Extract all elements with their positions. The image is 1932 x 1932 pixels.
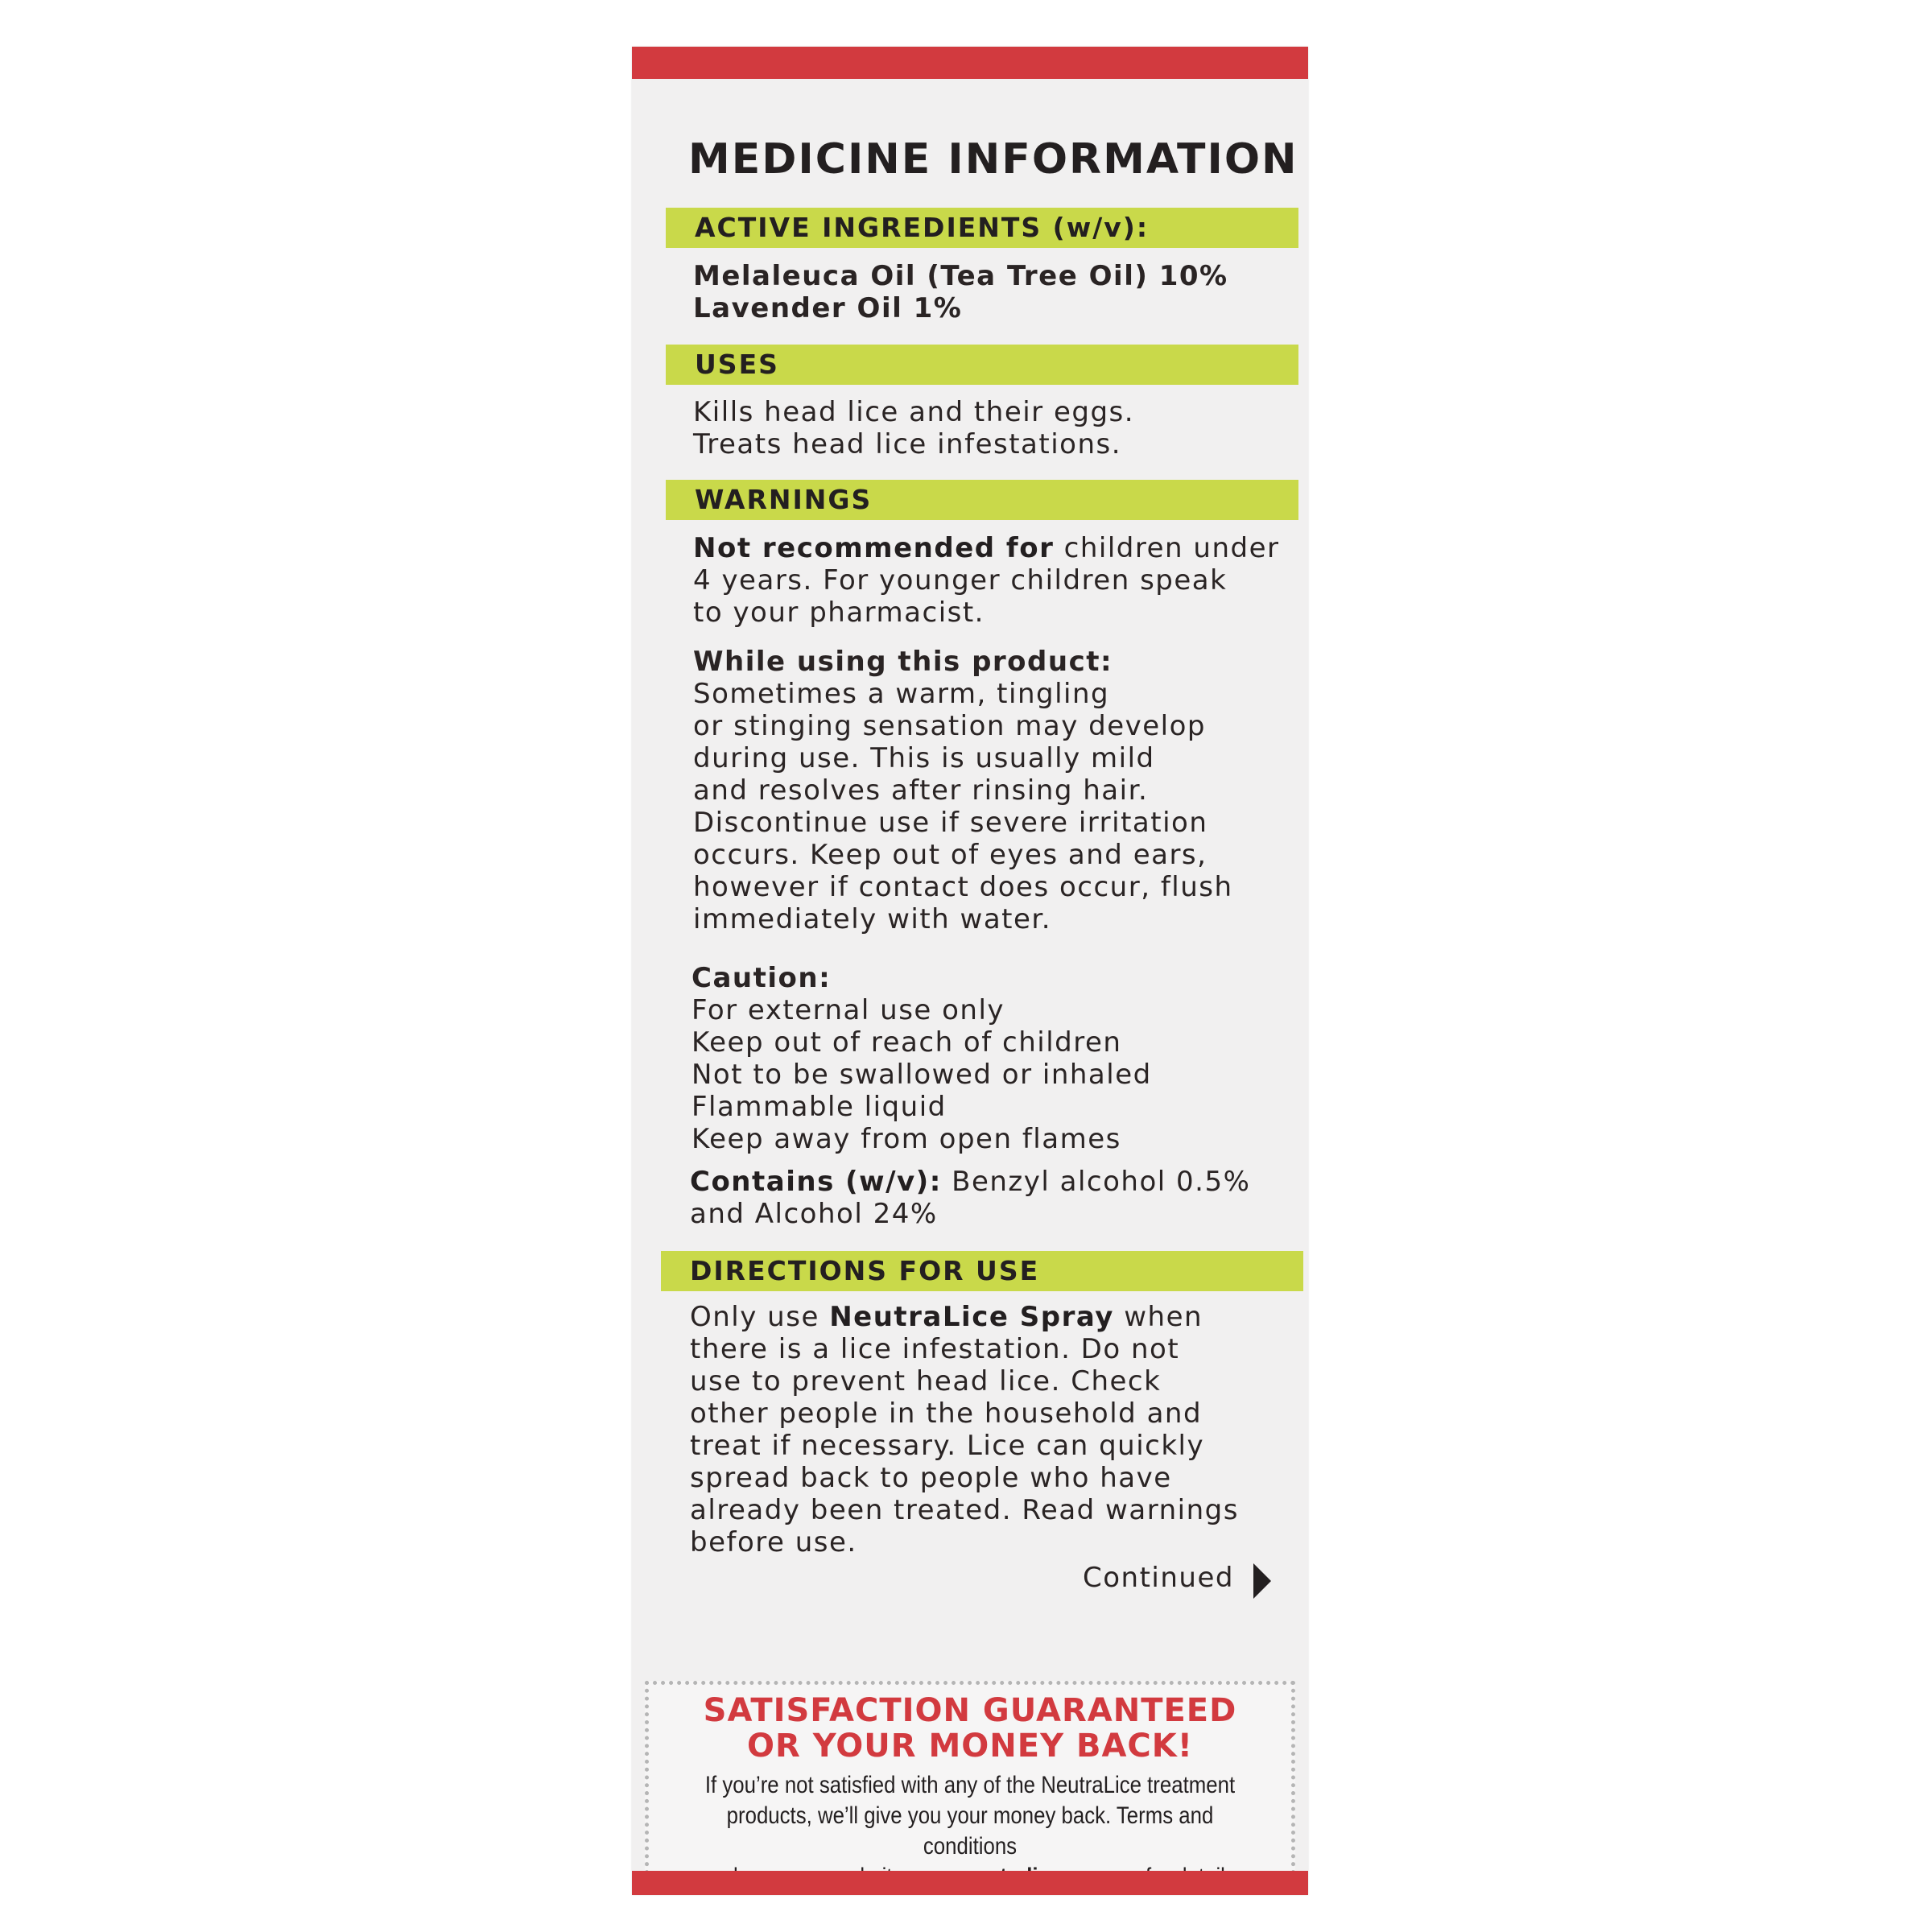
caution-line: Flammable liquid (691, 1091, 947, 1123)
rec-bold: Not recommended for (693, 532, 1055, 564)
uses-text (693, 396, 1134, 460)
rec-line-2: 4 years. For younger children speak (693, 564, 1228, 597)
contains-line-2: and Alcohol 24% (690, 1198, 938, 1230)
page-title: MEDICINE INFORMATION (688, 135, 1298, 184)
active-line-1: Melaleuca Oil (Tea Tree Oil) 10% (693, 260, 1228, 292)
active-ingredients-heading: ACTIVE INGREDIENTS (w/v): (666, 208, 1298, 248)
medicine-info-panel (632, 47, 1308, 1895)
contains-rest: Benzyl alcohol 0.5% (941, 1166, 1251, 1198)
caution-line: Keep away from open flames (691, 1123, 1121, 1155)
directions-line: already been treated. Read warnings (690, 1494, 1239, 1526)
caution-line: Keep out of reach of children (691, 1026, 1122, 1059)
while-line: occurs. Keep out of eyes and ears, (693, 839, 1208, 871)
continued-label: Continued (1083, 1562, 1234, 1594)
while-using-heading: While using this product: (693, 646, 1113, 678)
directions-line: there is a lice infestation. Do not (690, 1333, 1180, 1365)
active-line-2: Lavender Oil 1% (693, 292, 963, 324)
dir-pre: Only use (690, 1301, 830, 1333)
directions-line: spread back to people who have (690, 1462, 1172, 1494)
bottom-red-band (632, 1871, 1308, 1895)
warnings-heading: WARNINGS (666, 480, 1298, 520)
continued-arrow-icon (1253, 1563, 1271, 1599)
rec-line-3: to your pharmacist. (693, 597, 985, 629)
caution-text (691, 962, 1152, 1155)
rec-rest: children under (1054, 532, 1280, 564)
warnings-recommend-text (693, 532, 1279, 629)
while-line: during use. This is usually mild (693, 742, 1155, 774)
top-red-band (632, 47, 1308, 79)
guarantee-body-2: products, we’ll give you your money back. Terms and conditions (726, 1802, 1214, 1860)
directions-line: other people in the household and (690, 1397, 1203, 1430)
directions-heading: DIRECTIONS FOR USE (661, 1251, 1303, 1291)
while-line: immediately with water. (693, 903, 1052, 935)
caution-line: Not to be swallowed or inhaled (691, 1059, 1152, 1091)
guarantee-head-2: OR YOUR MONEY BACK! (746, 1728, 1194, 1765)
guarantee-body-1: If you’re not satisfied with any of the NeutraLice treatment (704, 1772, 1236, 1798)
while-using-text (693, 646, 1233, 935)
contains-bold: Contains (w/v): (690, 1166, 942, 1198)
while-line: and resolves after rinsing hair. (693, 774, 1149, 807)
while-line: or stinging sensation may develop (693, 710, 1207, 742)
guarantee-heading (649, 1693, 1291, 1764)
uses-line-1: Kills head lice and their eggs. (693, 396, 1135, 428)
directions-line: use to prevent head lice. Check (690, 1365, 1162, 1397)
directions-text (690, 1301, 1239, 1558)
uses-heading: USES (666, 345, 1298, 385)
caution-line: For external use only (691, 994, 1005, 1026)
caution-heading: Caution: (691, 962, 832, 994)
guarantee-head-1: SATISFACTION GUARANTEED (703, 1692, 1237, 1729)
while-line: Discontinue use if severe irritation (693, 807, 1208, 839)
product-name: NeutraLice Spray (829, 1301, 1114, 1333)
while-line: Sometimes a warm, tingling (693, 678, 1110, 710)
uses-line-2: Treats head lice infestations. (693, 428, 1122, 460)
contains-text (690, 1166, 1250, 1230)
directions-line: treat if necessary. Lice can quickly (690, 1430, 1205, 1462)
directions-line: before use. (690, 1526, 857, 1558)
while-line: however if contact does occur, flush (693, 871, 1233, 903)
dir-post: when (1113, 1301, 1203, 1333)
active-ingredients-text (693, 260, 1228, 324)
guarantee-box (645, 1681, 1295, 1882)
